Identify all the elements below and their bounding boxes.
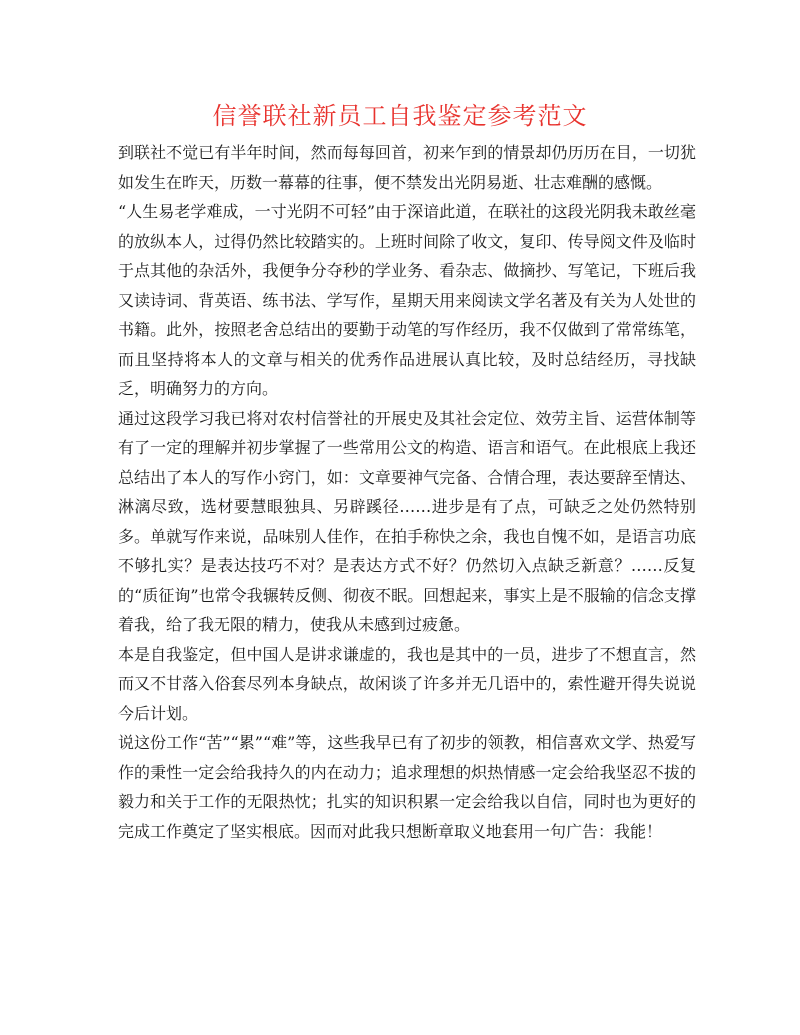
paragraph: 说这份工作“苦”“累”“难”等，这些我早已有了初步的领教，相信喜欢文学、热爱写作的秉性一定会给我持久的内在动力；追求理想的炽热情感一定会给我坚忍不拔的毅力和关于工作的无限热忱；扎实的知识积累一定会给我以自信，同时也为更好的完成工作奠定了坚实根底。因而对此我只想断章取义地套用一句广告：我能！	[118, 733, 696, 841]
paragraph: 到联社不觉已有半年时间，然而每每回首，初来乍到的情景却仍历历在目，一切犹如发生在昨天，历数一幕幕的往事，便不禁发出光阴易逝、壮志难酬的感慨。	[118, 143, 696, 192]
paragraph: 通过这段学习我已将对农村信誉社的开展史及其社会定位、效劳主旨、运营体制等有了一定的理解并初步掌握了一些常用公文的构造、语言和语气。在此根底上我还总结出了本人的写作小窍门，如：文章要神气完备、合情合理，表达要辞至情达、淋漓尽致，选材要慧眼独具、另辟蹊径……进步是有了点，可缺乏之处仍然特别多。单就写作来说，品味别人佳作，在拍手称快之余，我也自愧不如，是语言功底不够扎实？是表达技巧不对？是表达方式不好？仍然切入点缺乏新意？……反复的“质征询”也常令我辗转反侧、彻夜不眠。回想起来，事实上是不服输的信念支撑着我，给了我无限的精力，使我从未感到过疲惫。	[118, 408, 696, 634]
document-body	[118, 138, 696, 846]
paragraph: 本是自我鉴定，但中国人是讲求谦虚的，我也是其中的一员，进步了不想直言，然而又不甘落入俗套尽列本身缺点，故闲谈了许多并无几语中的，索性避开得失说说今后计划。	[118, 644, 696, 723]
paragraph: “人生易老学难成，一寸光阴不可轻”由于深谙此道，在联社的这段光阴我未敢丝毫的放纵本人，过得仍然比较踏实的。上班时间除了收文，复印、传导阅文件及临时于点其他的杂活外，我便争分夺秒的学业务、看杂志、做摘抄、写笔记，下班后我又读诗词、背英语、练书法、学写作，星期天用来阅读文学名著及有关为人处世的书籍。此外，按照老舍总结出的要勤于动笔的写作经历，我不仅做到了常常练笔，而且坚持将本人的文章与相关的优秀作品进展认真比较，及时总结经历，寻找缺乏，明确努力的方向。	[118, 202, 696, 398]
document-title: 信誉联社新员工自我鉴定参考范文	[212, 102, 588, 130]
